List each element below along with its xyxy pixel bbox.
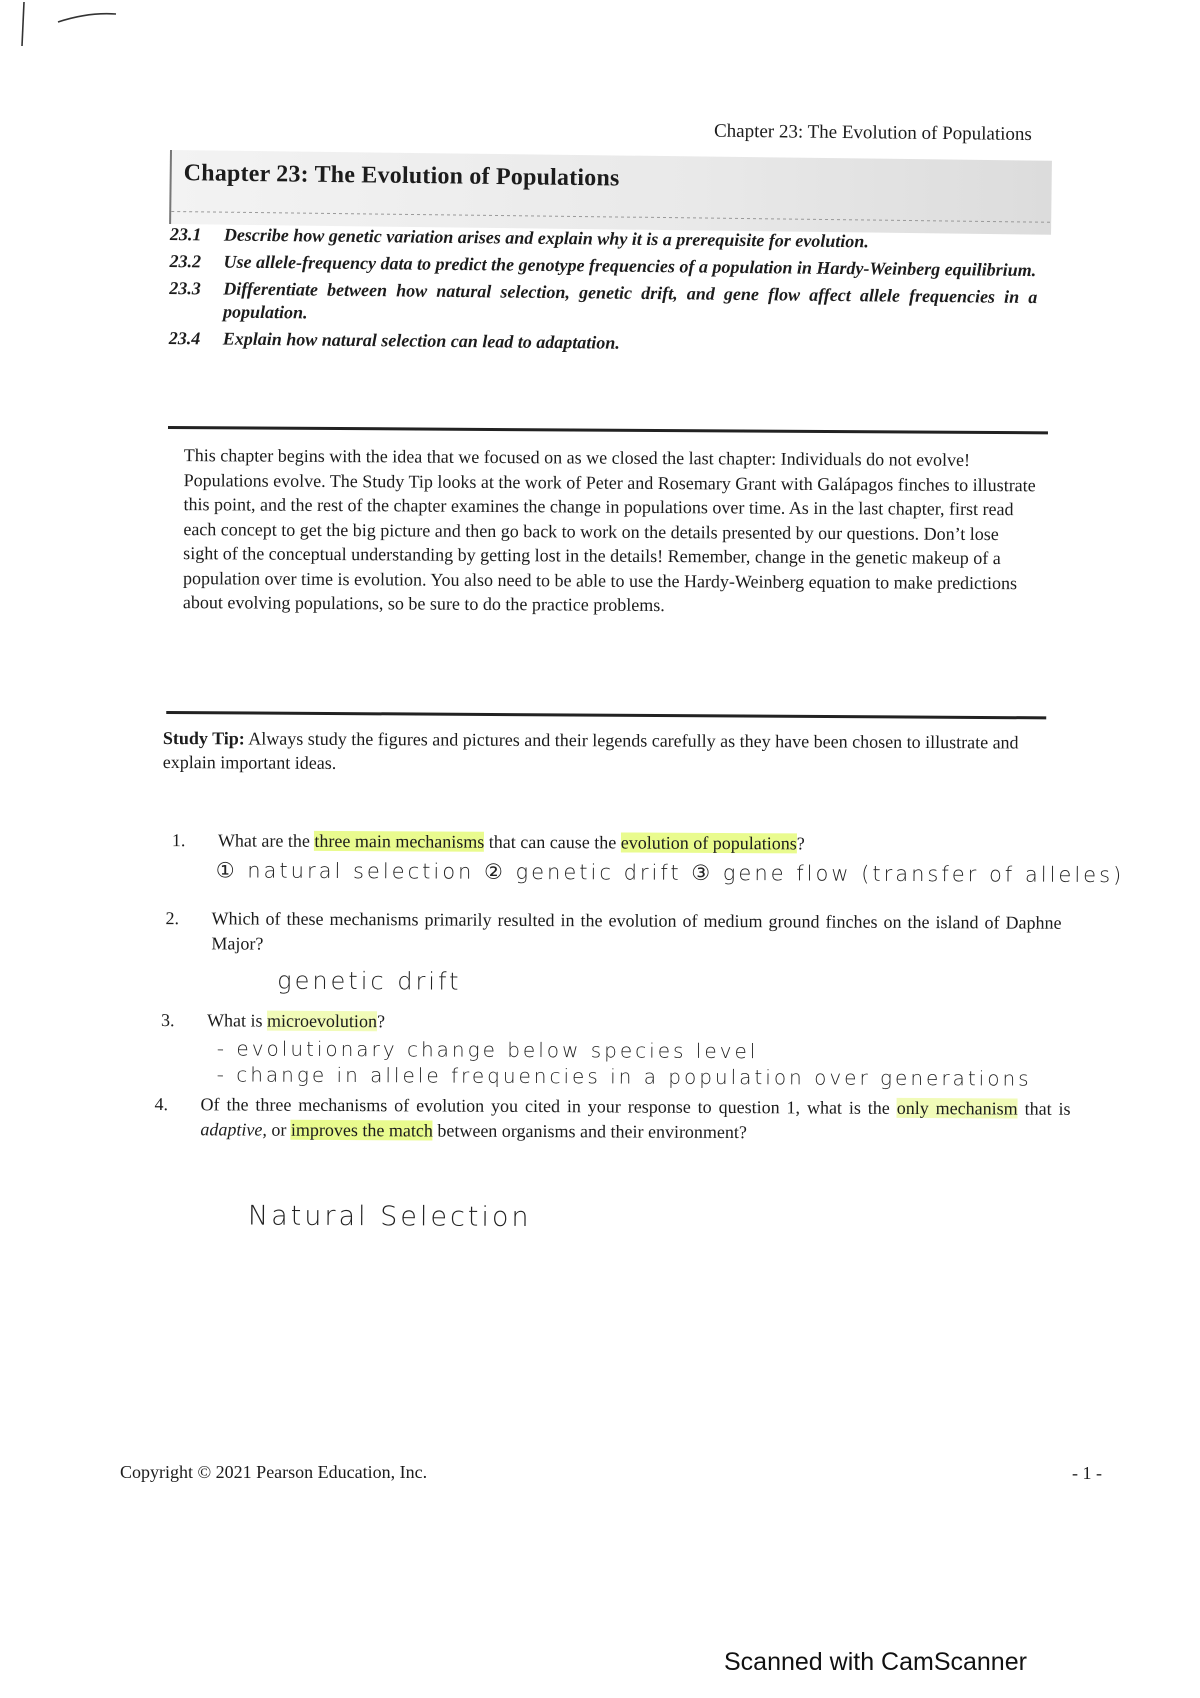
highlight: evolution of populations xyxy=(620,832,797,854)
chapter-title-box xyxy=(169,150,1052,235)
question-number: 4. xyxy=(154,1094,169,1115)
running-head: Chapter 23: The Evolution of Populations xyxy=(714,120,1033,145)
objective-text: Describe how genetic variation arises and explain why it is a prerequisite for evolution. xyxy=(223,224,869,252)
copyright: Copyright © 2021 Pearson Education, Inc. xyxy=(120,1462,428,1482)
corner-pen-mark xyxy=(18,0,118,50)
highlight: microevolution xyxy=(266,1010,378,1032)
highlight: only mechanism xyxy=(896,1097,1018,1119)
chapter-intro-box xyxy=(166,426,1048,719)
question-text: Which of these mechanisms primarily resulted in the evolution of medium ground finches on the island of Daphne Major? xyxy=(211,908,1062,954)
chapter-title: Chapter 23: The Evolution of Populations xyxy=(183,160,620,192)
objective-number: 23.2 xyxy=(169,250,202,272)
question-number: 1. xyxy=(171,830,186,851)
objective-number: 23.4 xyxy=(168,327,201,349)
highlight: improves the match xyxy=(290,1119,433,1141)
handwritten-answer-1: ① natural selection ② genetic drift ③ gene flow (transfer of alleles) xyxy=(215,858,1125,888)
question-3 xyxy=(149,1008,1069,1032)
question-number: 2. xyxy=(165,908,180,929)
question-text: What are the three main mechanisms that can cause the evolution of populations? xyxy=(217,830,805,854)
question-text: Of the three mechanisms of evolution you cited in your response to question 1, what is the only mechanism that is adaptive, or improves the match between organisms and their environment? xyxy=(200,1094,1071,1143)
page-number: - 1 - xyxy=(1072,1463,1102,1483)
handwritten-answer-3-line-2: - change in allele frequencies in a population over generations xyxy=(216,1062,1032,1091)
study-tip-label: Study Tip: xyxy=(162,728,245,749)
objective-text: Explain how natural selection can lead to adaptation. xyxy=(222,328,620,353)
highlight: three main mechanisms xyxy=(314,830,485,852)
handwritten-answer-3-line-1: - evolutionary change below species level xyxy=(216,1036,759,1064)
camscanner-watermark: Scanned with CamScanner xyxy=(724,1648,1027,1676)
objective-number: 23.3 xyxy=(169,277,201,299)
handwritten-answer-4: Natural Selection xyxy=(247,1200,532,1234)
objective-item xyxy=(169,250,1037,282)
question-list xyxy=(150,828,1125,1234)
question-text: What is microevolution? xyxy=(206,1010,386,1032)
objective-number: 23.1 xyxy=(169,223,202,245)
objective-text: Use allele-frequency data to predict the genotype frequencies of a population in Hardy-Weinberg equilibrium. xyxy=(223,251,1037,281)
handwritten-answer-2: genetic drift xyxy=(277,966,462,996)
question-1 xyxy=(150,828,1070,854)
question-number: 3. xyxy=(160,1010,175,1031)
question-4 xyxy=(149,1092,1071,1143)
emphasis: adaptive, xyxy=(200,1119,267,1140)
study-tip xyxy=(163,726,1056,779)
learning-objectives xyxy=(169,223,1038,363)
objective-item xyxy=(169,327,1037,359)
question-2 xyxy=(150,906,1070,954)
chapter-intro-text: This chapter begins with the idea that we focused on as we closed the last chapter: Individuals do not evolve! Populations evolve. The Study Tip looks at the work of Peter and Rosemary Grant with Galápagos finches to illustrate this point, and the rest of the chapter examines the change in populations over time. As in the last chapter, first read each concept to get the big picture and then go back to work on the details presented by our questions. Don’t lose sight of the conceptual understanding by getting lost in the details! Remember, change in the genetic makeup of a population over time is evolution. You also need to be able to use the Hardy-Weinberg equation to make predictions about evolving populations, so be sure to do the practice problems. xyxy=(182,445,1036,616)
objective-text: Differentiate between how natural selection, genetic drift, and gene flow affect allele frequencies in a population. xyxy=(222,278,1038,323)
objective-item xyxy=(169,277,1037,332)
study-tip-text: Always study the figures and pictures and their legends carefully as they have been chosen to illustrate and explain important ideas. xyxy=(162,728,1019,773)
